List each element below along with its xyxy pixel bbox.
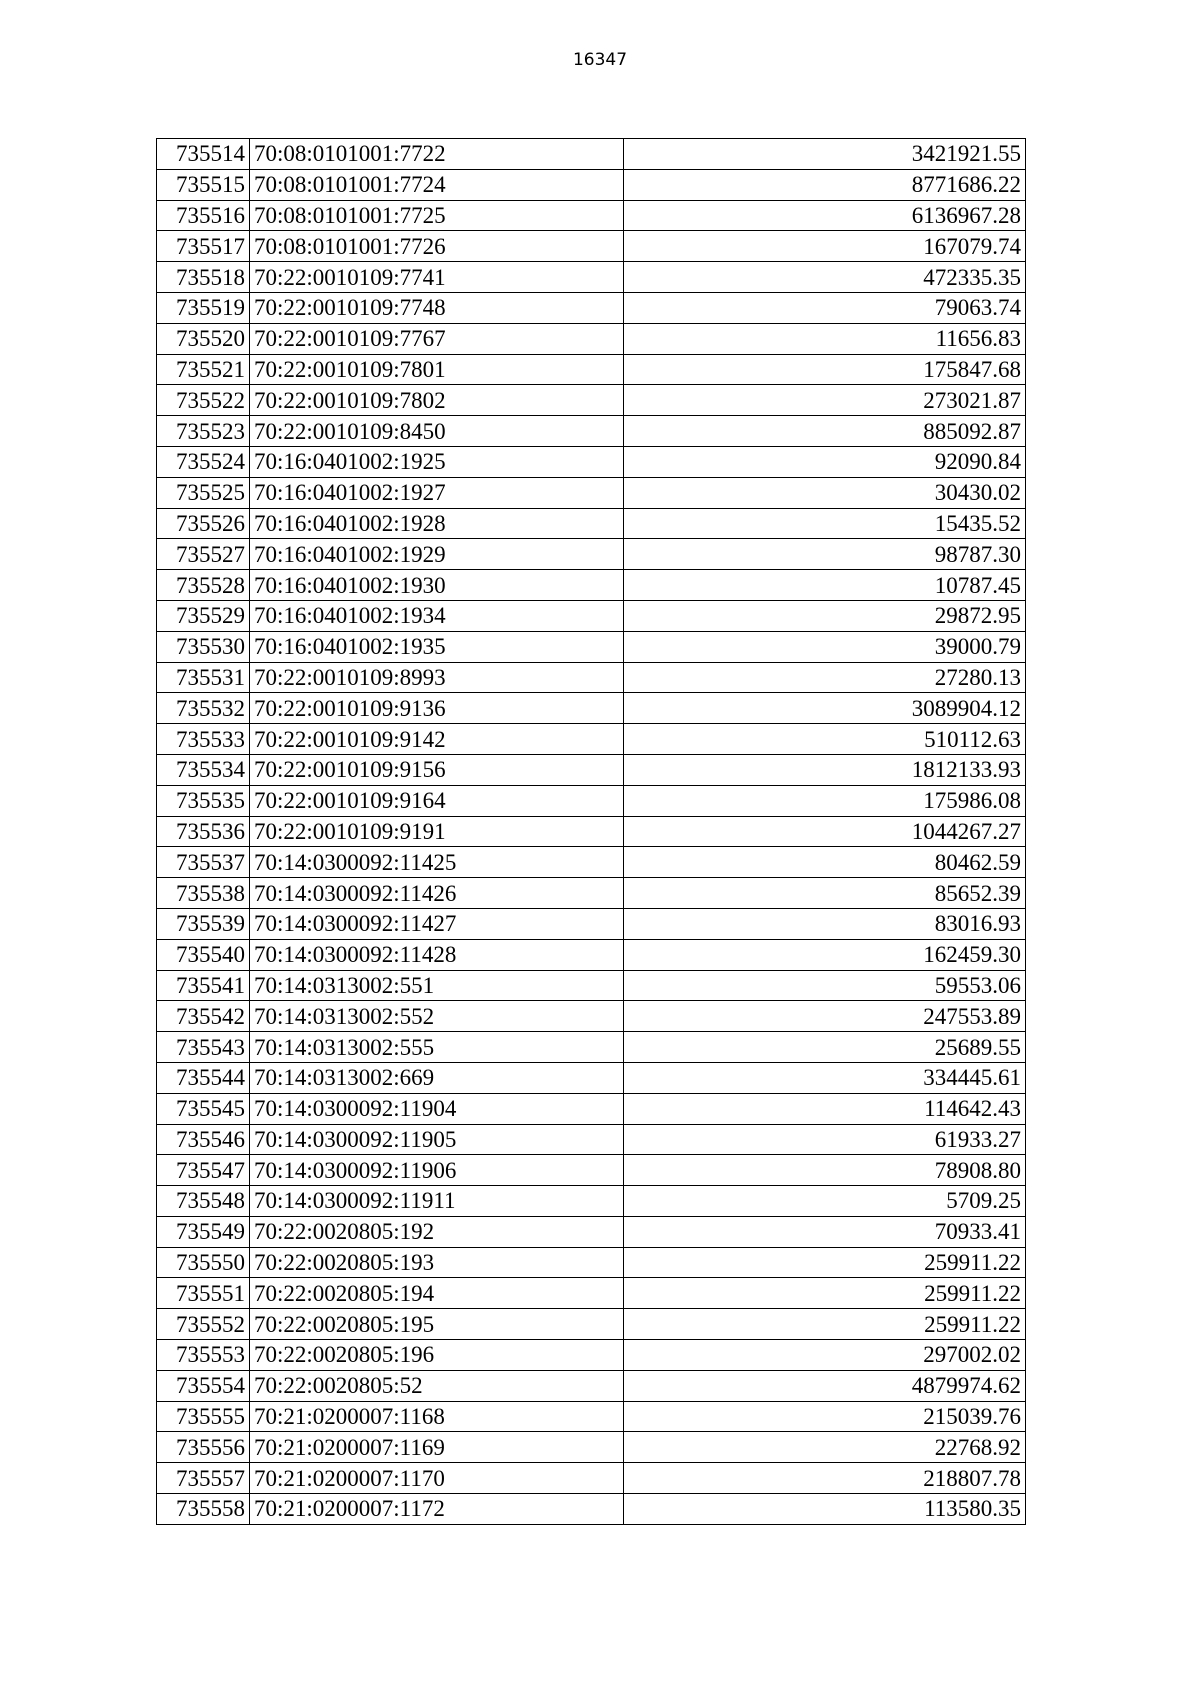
cadastral-number-cell: 70:08:0101001:7724: [250, 169, 624, 200]
row-number-cell: 735537: [157, 847, 250, 878]
cadastral-value-cell: 30430.02: [624, 477, 1026, 508]
cadastral-number-cell: 70:22:0020805:196: [250, 1340, 624, 1371]
cadastral-value-cell: 79063.74: [624, 292, 1026, 323]
cadastral-number-cell: 70:22:0010109:7741: [250, 262, 624, 293]
cadastral-number-cell: 70:22:0010109:7748: [250, 292, 624, 323]
row-number-cell: 735517: [157, 231, 250, 262]
cadastral-number-cell: 70:16:0401002:1935: [250, 631, 624, 662]
cadastral-value-cell: 83016.93: [624, 908, 1026, 939]
cadastral-number-cell: 70:14:0300092:11425: [250, 847, 624, 878]
cadastral-number-cell: 70:22:0010109:7802: [250, 385, 624, 416]
cadastral-value-cell: 1044267.27: [624, 816, 1026, 847]
cadastral-value-cell: 297002.02: [624, 1340, 1026, 1371]
cadastral-number-cell: 70:14:0313002:552: [250, 1001, 624, 1032]
cadastral-value-cell: 70933.41: [624, 1216, 1026, 1247]
row-number-cell: 735515: [157, 169, 250, 200]
table-row: [157, 1032, 1026, 1063]
cadastral-number-cell: 70:22:0010109:9136: [250, 693, 624, 724]
table-row: [157, 908, 1026, 939]
row-number-cell: 735525: [157, 477, 250, 508]
row-number-cell: 735527: [157, 539, 250, 570]
table-row: [157, 1463, 1026, 1494]
cadastral-value-cell: 273021.87: [624, 385, 1026, 416]
cadastral-number-cell: 70:14:0300092:11428: [250, 939, 624, 970]
cadastral-value-cell: 10787.45: [624, 570, 1026, 601]
cadastral-number-cell: 70:22:0020805:52: [250, 1370, 624, 1401]
table-row: [157, 1093, 1026, 1124]
cadastral-value-cell: 11656.83: [624, 323, 1026, 354]
cadastral-number-cell: 70:22:0010109:7767: [250, 323, 624, 354]
cadastral-number-cell: 70:22:0020805:193: [250, 1247, 624, 1278]
cadastral-number-cell: 70:22:0020805:195: [250, 1309, 624, 1340]
cadastral-value-cell: 162459.30: [624, 939, 1026, 970]
row-number-cell: 735552: [157, 1309, 250, 1340]
cadastral-number-cell: 70:14:0313002:669: [250, 1062, 624, 1093]
cadastral-number-cell: 70:16:0401002:1929: [250, 539, 624, 570]
row-number-cell: 735551: [157, 1278, 250, 1309]
table-row: [157, 1494, 1026, 1525]
cadastral-value-cell: 80462.59: [624, 847, 1026, 878]
cadastral-number-cell: 70:22:0010109:9191: [250, 816, 624, 847]
table-row: [157, 262, 1026, 293]
table-row: [157, 139, 1026, 170]
cadastral-value-cell: 247553.89: [624, 1001, 1026, 1032]
row-number-cell: 735538: [157, 878, 250, 909]
cadastral-number-cell: 70:14:0300092:11905: [250, 1124, 624, 1155]
row-number-cell: 735546: [157, 1124, 250, 1155]
cadastral-value-cell: 29872.95: [624, 600, 1026, 631]
cadastral-number-cell: 70:21:0200007:1169: [250, 1432, 624, 1463]
row-number-cell: 735553: [157, 1340, 250, 1371]
cadastral-number-cell: 70:22:0010109:8993: [250, 662, 624, 693]
cadastral-number-cell: 70:22:0020805:194: [250, 1278, 624, 1309]
table-body: [157, 139, 1026, 1525]
row-number-cell: 735533: [157, 724, 250, 755]
cadastral-number-cell: 70:21:0200007:1168: [250, 1401, 624, 1432]
cadastral-number-cell: 70:16:0401002:1925: [250, 446, 624, 477]
table-row: [157, 1186, 1026, 1217]
table-row: [157, 847, 1026, 878]
cadastral-number-cell: 70:21:0200007:1170: [250, 1463, 624, 1494]
cadastral-value-cell: 885092.87: [624, 416, 1026, 447]
cadastral-value-cell: 113580.35: [624, 1494, 1026, 1525]
row-number-cell: 735520: [157, 323, 250, 354]
table-row: [157, 416, 1026, 447]
row-number-cell: 735549: [157, 1216, 250, 1247]
cadastral-number-cell: 70:14:0300092:11426: [250, 878, 624, 909]
table-row: [157, 1216, 1026, 1247]
cadastral-number-cell: 70:22:0010109:7801: [250, 354, 624, 385]
cadastral-value-cell: 175847.68: [624, 354, 1026, 385]
row-number-cell: 735556: [157, 1432, 250, 1463]
row-number-cell: 735528: [157, 570, 250, 601]
table-row: [157, 1401, 1026, 1432]
table-row: [157, 385, 1026, 416]
page-number: 16347: [572, 50, 628, 70]
row-number-cell: 735521: [157, 354, 250, 385]
cadastral-value-cell: 8771686.22: [624, 169, 1026, 200]
cadastral-value-table: [156, 138, 1026, 1525]
table-row: [157, 754, 1026, 785]
table-row: [157, 1247, 1026, 1278]
table-row: [157, 1278, 1026, 1309]
row-number-cell: 735545: [157, 1093, 250, 1124]
table-row: [157, 570, 1026, 601]
cadastral-value-cell: 259911.22: [624, 1247, 1026, 1278]
row-number-cell: 735548: [157, 1186, 250, 1217]
cadastral-value-cell: 61933.27: [624, 1124, 1026, 1155]
cadastral-value-cell: 3421921.55: [624, 139, 1026, 170]
row-number-cell: 735522: [157, 385, 250, 416]
cadastral-number-cell: 70:14:0300092:11427: [250, 908, 624, 939]
cadastral-value-cell: 59553.06: [624, 970, 1026, 1001]
cadastral-number-cell: 70:16:0401002:1928: [250, 508, 624, 539]
cadastral-value-cell: 510112.63: [624, 724, 1026, 755]
cadastral-number-cell: 70:22:0020805:192: [250, 1216, 624, 1247]
row-number-cell: 735514: [157, 139, 250, 170]
row-number-cell: 735530: [157, 631, 250, 662]
cadastral-value-cell: 92090.84: [624, 446, 1026, 477]
cadastral-number-cell: 70:08:0101001:7725: [250, 200, 624, 231]
table-row: [157, 1340, 1026, 1371]
table-row: [157, 446, 1026, 477]
cadastral-value-cell: 4879974.62: [624, 1370, 1026, 1401]
table-row: [157, 631, 1026, 662]
table-row: [157, 1370, 1026, 1401]
cadastral-value-cell: 85652.39: [624, 878, 1026, 909]
table-row: [157, 1309, 1026, 1340]
row-number-cell: 735516: [157, 200, 250, 231]
cadastral-number-cell: 70:16:0401002:1930: [250, 570, 624, 601]
table-row: [157, 231, 1026, 262]
table-row: [157, 354, 1026, 385]
row-number-cell: 735542: [157, 1001, 250, 1032]
table-row: [157, 970, 1026, 1001]
table-row: [157, 1155, 1026, 1186]
row-number-cell: 735529: [157, 600, 250, 631]
cadastral-number-cell: 70:08:0101001:7722: [250, 139, 624, 170]
table-row: [157, 477, 1026, 508]
row-number-cell: 735543: [157, 1032, 250, 1063]
table-row: [157, 878, 1026, 909]
table-row: [157, 200, 1026, 231]
table-row: [157, 939, 1026, 970]
row-number-cell: 735526: [157, 508, 250, 539]
row-number-cell: 735518: [157, 262, 250, 293]
cadastral-number-cell: 70:22:0010109:9156: [250, 754, 624, 785]
cadastral-value-cell: 25689.55: [624, 1032, 1026, 1063]
cadastral-value-cell: 6136967.28: [624, 200, 1026, 231]
table-row: [157, 1001, 1026, 1032]
cadastral-value-cell: 98787.30: [624, 539, 1026, 570]
row-number-cell: 735547: [157, 1155, 250, 1186]
row-number-cell: 735519: [157, 292, 250, 323]
cadastral-value-cell: 218807.78: [624, 1463, 1026, 1494]
cadastral-number-cell: 70:14:0300092:11906: [250, 1155, 624, 1186]
cadastral-number-cell: 70:22:0010109:9142: [250, 724, 624, 755]
cadastral-number-cell: 70:16:0401002:1927: [250, 477, 624, 508]
row-number-cell: 735554: [157, 1370, 250, 1401]
cadastral-number-cell: 70:08:0101001:7726: [250, 231, 624, 262]
table-row: [157, 662, 1026, 693]
table-row: [157, 600, 1026, 631]
row-number-cell: 735532: [157, 693, 250, 724]
row-number-cell: 735534: [157, 754, 250, 785]
cadastral-value-cell: 27280.13: [624, 662, 1026, 693]
cadastral-value-cell: 472335.35: [624, 262, 1026, 293]
cadastral-value-cell: 15435.52: [624, 508, 1026, 539]
cadastral-value-cell: 78908.80: [624, 1155, 1026, 1186]
cadastral-number-cell: 70:14:0313002:551: [250, 970, 624, 1001]
row-number-cell: 735531: [157, 662, 250, 693]
cadastral-value-cell: 39000.79: [624, 631, 1026, 662]
table-row: [157, 785, 1026, 816]
cadastral-number-cell: 70:14:0300092:11911: [250, 1186, 624, 1217]
row-number-cell: 735558: [157, 1494, 250, 1525]
table-row: [157, 693, 1026, 724]
cadastral-number-cell: 70:21:0200007:1172: [250, 1494, 624, 1525]
row-number-cell: 735544: [157, 1062, 250, 1093]
cadastral-value-cell: 175986.08: [624, 785, 1026, 816]
cadastral-value-cell: 215039.76: [624, 1401, 1026, 1432]
cadastral-number-cell: 70:22:0010109:9164: [250, 785, 624, 816]
row-number-cell: 735539: [157, 908, 250, 939]
row-number-cell: 735523: [157, 416, 250, 447]
cadastral-number-cell: 70:22:0010109:8450: [250, 416, 624, 447]
row-number-cell: 735555: [157, 1401, 250, 1432]
row-number-cell: 735535: [157, 785, 250, 816]
cadastral-value-cell: 334445.61: [624, 1062, 1026, 1093]
cadastral-value-cell: 5709.25: [624, 1186, 1026, 1217]
row-number-cell: 735541: [157, 970, 250, 1001]
cadastral-number-cell: 70:14:0300092:11904: [250, 1093, 624, 1124]
cadastral-value-cell: 22768.92: [624, 1432, 1026, 1463]
cadastral-value-cell: 1812133.93: [624, 754, 1026, 785]
table-row: [157, 169, 1026, 200]
row-number-cell: 735540: [157, 939, 250, 970]
row-number-cell: 735524: [157, 446, 250, 477]
cadastral-value-cell: 3089904.12: [624, 693, 1026, 724]
row-number-cell: 735536: [157, 816, 250, 847]
cadastral-value-cell: 259911.22: [624, 1278, 1026, 1309]
table-row: [157, 1062, 1026, 1093]
table-row: [157, 1432, 1026, 1463]
cadastral-value-cell: 167079.74: [624, 231, 1026, 262]
table-row: [157, 539, 1026, 570]
row-number-cell: 735550: [157, 1247, 250, 1278]
cadastral-value-cell: 259911.22: [624, 1309, 1026, 1340]
cadastral-number-cell: 70:16:0401002:1934: [250, 600, 624, 631]
table-row: [157, 323, 1026, 354]
table-row: [157, 816, 1026, 847]
cadastral-value-cell: 114642.43: [624, 1093, 1026, 1124]
table-row: [157, 1124, 1026, 1155]
row-number-cell: 735557: [157, 1463, 250, 1494]
table-row: [157, 724, 1026, 755]
table-row: [157, 292, 1026, 323]
cadastral-number-cell: 70:14:0313002:555: [250, 1032, 624, 1063]
table-row: [157, 508, 1026, 539]
